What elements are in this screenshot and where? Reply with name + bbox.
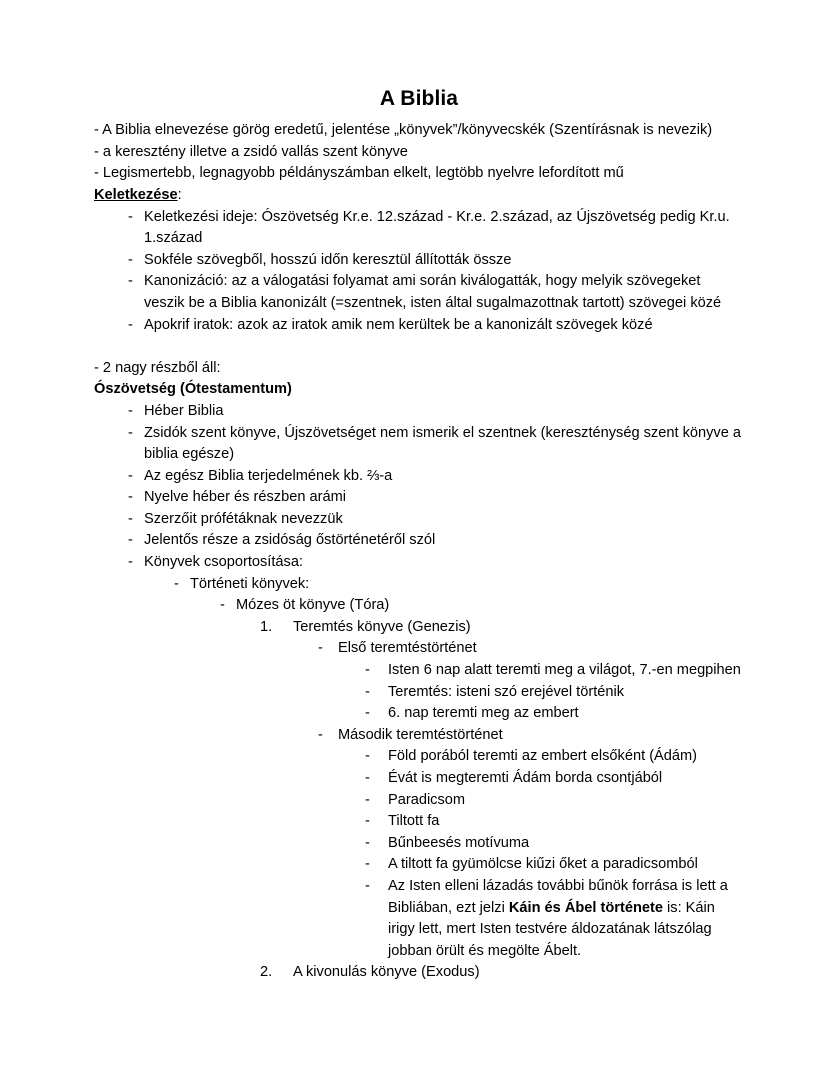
list-item-label: Szerzőit prófétáknak nevezzük bbox=[144, 510, 343, 527]
list-item bbox=[94, 315, 744, 337]
dash-marker: - bbox=[318, 726, 323, 743]
list-item bbox=[94, 487, 744, 509]
story-point: 6. nap teremti meg az embert bbox=[388, 705, 579, 722]
list-item bbox=[94, 595, 744, 617]
list-item bbox=[94, 250, 744, 272]
list-item bbox=[94, 703, 744, 725]
list-item-label: Apokrif iratok: azok az iratok amik nem kerültek be a kanonizált szövegek közé bbox=[144, 316, 653, 333]
story-point: Bűnbeesés motívuma bbox=[388, 834, 530, 851]
dash-marker: - bbox=[128, 554, 133, 571]
dash-marker: - bbox=[128, 273, 133, 290]
story-label: Első teremtéstörténet bbox=[338, 640, 477, 657]
origin-heading bbox=[94, 185, 744, 207]
dash-marker: - bbox=[318, 640, 323, 657]
list-item bbox=[94, 811, 744, 833]
moses-books-label: Mózes öt könyve (Tóra) bbox=[236, 597, 390, 614]
historical-books-label: Történeti könyvek: bbox=[190, 575, 310, 592]
list-item bbox=[94, 401, 744, 423]
dash-marker: - bbox=[365, 834, 370, 851]
dash-marker: - bbox=[220, 597, 225, 614]
parts-line: - 2 nagy részből áll: bbox=[94, 359, 221, 376]
story-point: Föld porából teremti az embert elsőként (Ádám) bbox=[388, 748, 698, 765]
list-item bbox=[94, 509, 744, 531]
list-item-label: Zsidók szent könyve, Újszövetséget nem ismerik el szentnek (kereszténység szent könyve a biblia egésze) bbox=[144, 424, 741, 463]
story-point: Paradicsom bbox=[388, 791, 466, 808]
list-item-label: Sokféle szövegből, hosszú időn keresztül állították össze bbox=[144, 251, 512, 268]
list-item bbox=[94, 725, 744, 747]
cain-abel-bold: Káin és Ábel története bbox=[508, 899, 663, 916]
section-spacer bbox=[94, 336, 744, 358]
list-item-label: Jelentős része a zsidóság őstörténetéről szól bbox=[144, 532, 436, 549]
dash-marker: - bbox=[128, 510, 133, 527]
list-item bbox=[94, 854, 744, 876]
list-item-label: Kanonizáció: az a válogatási folyamat ami során kiválogatták, hogy melyik szövegeket veszik be a Biblia kanonizált (=szentnek, isten által sugalmazottnak tartott) szövegei közé bbox=[144, 273, 722, 311]
old-testament-heading: Ószövetség (Ótestamentum) bbox=[94, 381, 292, 398]
list-item-label: Keletkezési ideje: Ószövetség Kr.e. 12.század - Kr.e. 2.század, az Újszövetség pedig Kr.u. 1.század bbox=[144, 208, 730, 247]
number-marker: 1. bbox=[260, 618, 273, 635]
story-point: Isten 6 nap alatt teremti meg a világot, 7.-en megpihen bbox=[388, 662, 741, 679]
list-item bbox=[94, 790, 744, 812]
list-item-label: Héber Biblia bbox=[144, 402, 224, 419]
intro-line-3: - Legismertebb, legnagyobb példányszámban elkelt, legtöbb nyelvre lefordított mű bbox=[94, 165, 624, 182]
list-item bbox=[94, 876, 744, 962]
dash-marker: - bbox=[365, 791, 370, 808]
list-item bbox=[94, 746, 744, 768]
origin-heading-suffix: : bbox=[177, 186, 182, 203]
dash-marker: - bbox=[128, 208, 133, 225]
document-body bbox=[94, 86, 744, 984]
story-point: Tiltott fa bbox=[388, 813, 440, 830]
dash-marker: - bbox=[365, 705, 370, 722]
story-point: A tiltott fa gyümölcse kiűzi őket a paradicsomból bbox=[388, 856, 698, 873]
cain-abel-text-before: Az Isten elleni lázadás további bűnök forrása is lett a Bibliában, ezt jelzi bbox=[388, 877, 728, 916]
list-item-label: Az egész Biblia terjedelmének kb. ⅔-a bbox=[144, 467, 393, 484]
list-item bbox=[94, 271, 744, 314]
dash-marker: - bbox=[365, 877, 370, 894]
cain-abel-text-after: is: Káin irigy lett, mert Isten testvére áldozatának látszólag jobban örült és megölte Ábelt. bbox=[388, 899, 715, 959]
list-item bbox=[94, 552, 744, 574]
dash-marker: - bbox=[365, 813, 370, 830]
dash-marker: - bbox=[365, 748, 370, 765]
dash-marker: - bbox=[128, 402, 133, 419]
dash-marker: - bbox=[128, 424, 133, 441]
story-point: Teremtés: isteni szó erejével történik bbox=[388, 683, 625, 700]
number-marker: 2. bbox=[260, 964, 273, 981]
dash-marker: - bbox=[128, 251, 133, 268]
book-label: A kivonulás könyve (Exodus) bbox=[293, 964, 480, 981]
dash-marker: - bbox=[128, 532, 133, 549]
origin-heading-text: Keletkezése bbox=[94, 186, 178, 203]
list-item bbox=[94, 768, 744, 790]
list-item bbox=[94, 638, 744, 660]
dash-marker: - bbox=[128, 316, 133, 333]
dash-marker: - bbox=[128, 467, 133, 484]
list-item bbox=[94, 682, 744, 704]
list-item bbox=[94, 466, 744, 488]
dash-marker: - bbox=[128, 489, 133, 506]
book-label: Teremtés könyve (Genezis) bbox=[293, 618, 471, 635]
story-point: Évát is megteremti Ádám borda csontjából bbox=[388, 770, 663, 786]
numbered-list-item bbox=[94, 617, 744, 639]
story-point-cain-abel bbox=[388, 876, 744, 962]
numbered-list-item bbox=[94, 962, 744, 984]
page-title: A Biblia bbox=[379, 87, 459, 110]
list-item bbox=[94, 833, 744, 855]
list-item-label: Nyelve héber és részben arámi bbox=[144, 489, 346, 506]
list-item bbox=[94, 207, 744, 250]
list-item bbox=[94, 660, 744, 682]
list-item-label: Könyvek csoportosítása: bbox=[144, 554, 303, 571]
dash-marker: - bbox=[365, 662, 370, 679]
dash-marker: - bbox=[365, 683, 370, 700]
story-label: Második teremtéstörténet bbox=[338, 726, 503, 743]
intro-line-2: - a keresztény illetve a zsidó vallás szent könyve bbox=[94, 143, 408, 160]
list-item bbox=[94, 530, 744, 552]
list-item bbox=[94, 574, 744, 596]
list-item bbox=[94, 423, 744, 466]
dash-marker: - bbox=[174, 575, 179, 592]
dash-marker: - bbox=[365, 770, 370, 786]
intro-line-1: - A Biblia elnevezése görög eredetű, jelentése „könyvek”/könyvecskék (Szentírásnak is nevezik) bbox=[94, 122, 713, 139]
dash-marker: - bbox=[365, 856, 370, 873]
